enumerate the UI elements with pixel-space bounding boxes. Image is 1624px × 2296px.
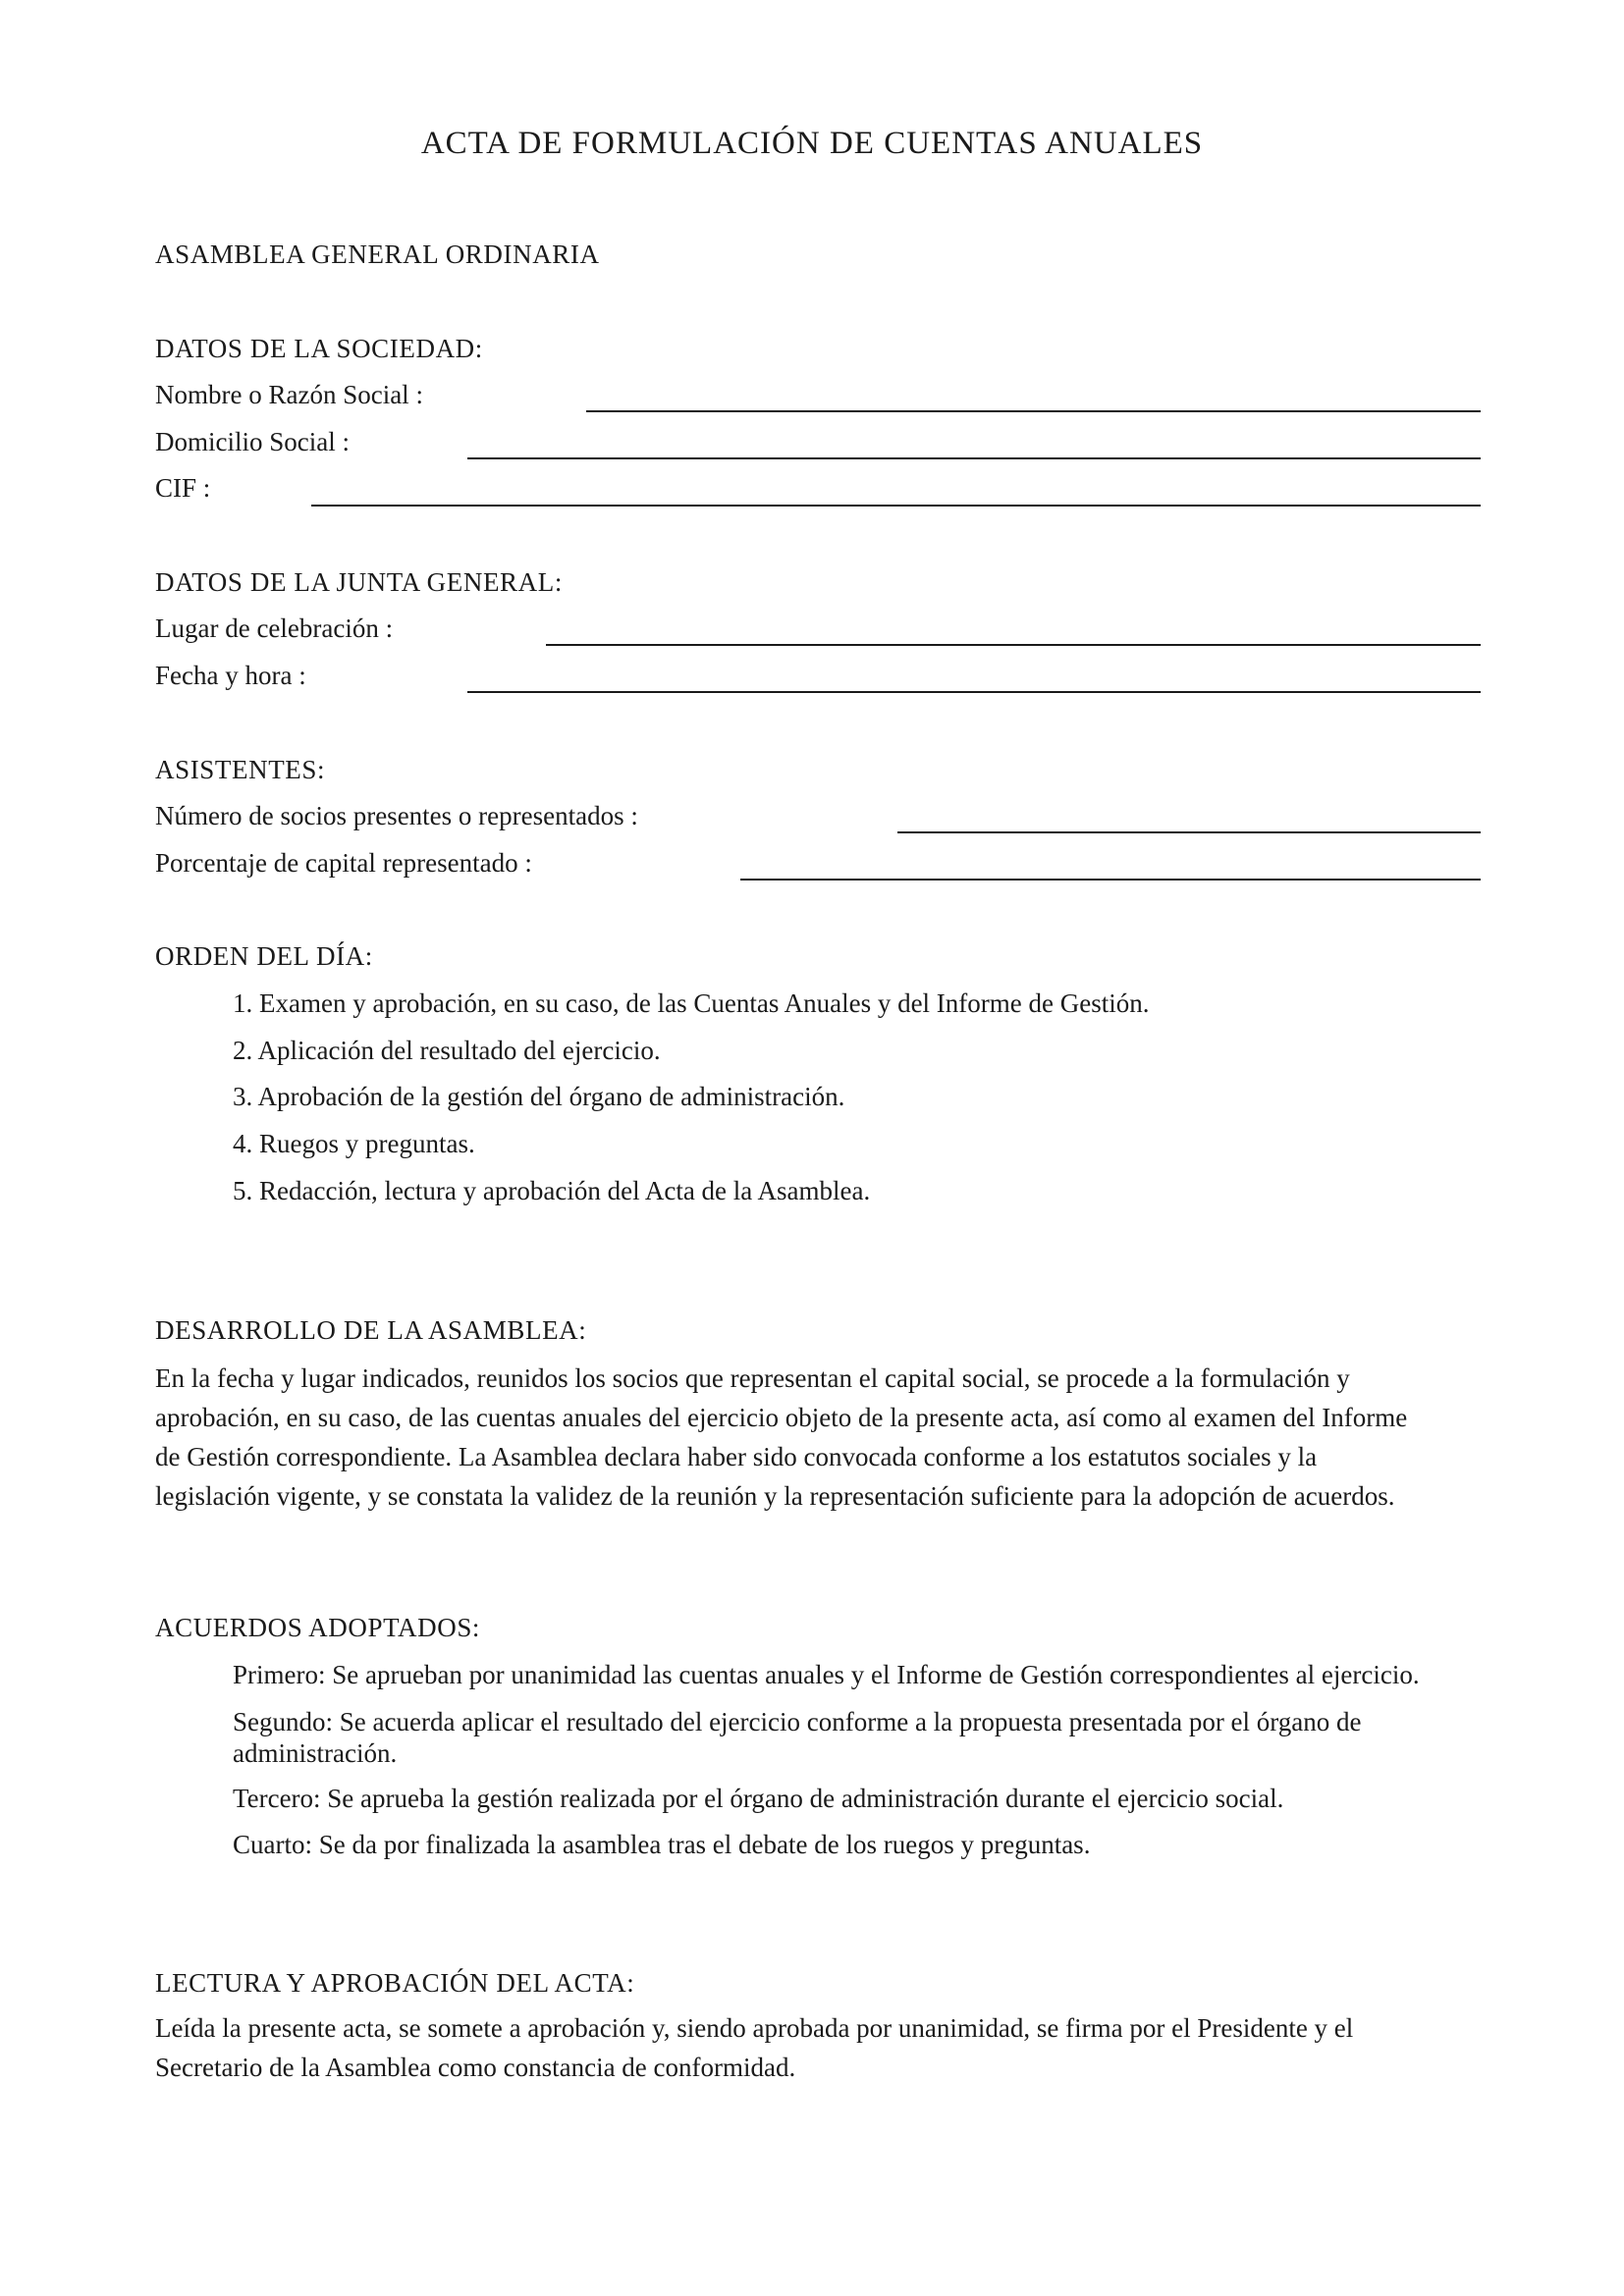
sociedad-heading: DATOS DE LA SOCIEDAD:	[155, 334, 483, 363]
lectura-paragraph	[155, 2008, 1490, 2087]
socios-label: Número de socios presentes o representados :	[155, 801, 638, 830]
domicilio-field[interactable]	[467, 457, 1481, 459]
lugar-field[interactable]	[546, 644, 1481, 646]
desarrollo-line: aprobación, en su caso, de las cuentas anuales del ejercicio objeto de la presente acta, así como al examen del Informe	[155, 1403, 1408, 1432]
orden-item: 3. Aprobación de la gestión del órgano de administración.	[233, 1082, 845, 1111]
fecha-field[interactable]	[467, 691, 1481, 693]
nombre-field[interactable]	[586, 410, 1481, 412]
domicilio-label: Domicilio Social :	[155, 427, 350, 456]
desarrollo-line: de Gestión correspondiente. La Asamblea declara haber sido convocada conforme a los estatutos sociales y la	[155, 1442, 1318, 1471]
orden-item: 2. Aplicación del resultado del ejercicio.	[233, 1036, 661, 1065]
acuerdos-heading: ACUERDOS ADOPTADOS:	[155, 1613, 481, 1642]
capital-field[interactable]	[740, 879, 1481, 881]
acuerdo-item: Tercero: Se aprueba la gestión realizada por el órgano de administración durante el ejercicio social.	[233, 1784, 1284, 1813]
orden-item: 4. Ruegos y preguntas.	[233, 1129, 475, 1158]
assembly-type: ASAMBLEA GENERAL ORDINARIA	[155, 240, 600, 269]
cif-field[interactable]	[311, 505, 1481, 507]
acuerdo-item: Primero: Se aprueban por unanimidad las cuentas anuales y el Informe de Gestión correspondientes al ejercicio.	[233, 1660, 1420, 1689]
desarrollo-line: legislación vigente, y se constata la validez de la reunión y la representación suficiente para la adopción de acuerdos.	[155, 1481, 1395, 1511]
fecha-label: Fecha y hora :	[155, 661, 306, 690]
lugar-label: Lugar de celebración :	[155, 614, 394, 643]
capital-label: Porcentaje de capital representado :	[155, 848, 532, 878]
desarrollo-paragraph	[155, 1359, 1490, 1516]
lectura-line: Leída la presente acta, se somete a aprobación y, siendo aprobada por unanimidad, se firma por el Presidente y el	[155, 2013, 1354, 2043]
junta-heading: DATOS DE LA JUNTA GENERAL:	[155, 567, 563, 597]
cif-label: CIF :	[155, 473, 211, 503]
acuerdo-item: Segundo: Se acuerda aplicar el resultado del ejercicio conforme a la propuesta presentada por el órgano de administración.	[233, 1707, 1362, 1768]
lectura-line: Secretario de la Asamblea como constancia de conformidad.	[155, 2053, 796, 2082]
lectura-heading: LECTURA Y APROBACIÓN DEL ACTA:	[155, 1968, 635, 1998]
orden-item: 1. Examen y aprobación, en su caso, de las Cuentas Anuales y del Informe de Gestión.	[233, 988, 1150, 1018]
orden-item: 5. Redacción, lectura y aprobación del Acta de la Asamblea.	[233, 1176, 871, 1205]
desarrollo-line: En la fecha y lugar indicados, reunidos los socios que representan el capital social, se procede a la formulación y	[155, 1363, 1350, 1393]
acuerdo-item: Cuarto: Se da por finalizada la asamblea tras el debate de los ruegos y preguntas.	[233, 1830, 1091, 1859]
socios-field[interactable]	[897, 831, 1481, 833]
desarrollo-heading: DESARROLLO DE LA ASAMBLEA:	[155, 1315, 587, 1345]
document-title: ACTA DE FORMULACIÓN DE CUENTAS ANUALES	[420, 126, 1204, 161]
asistentes-heading: ASISTENTES:	[155, 755, 326, 784]
nombre-label: Nombre o Razón Social :	[155, 380, 423, 409]
orden-heading: ORDEN DEL DÍA:	[155, 941, 373, 971]
